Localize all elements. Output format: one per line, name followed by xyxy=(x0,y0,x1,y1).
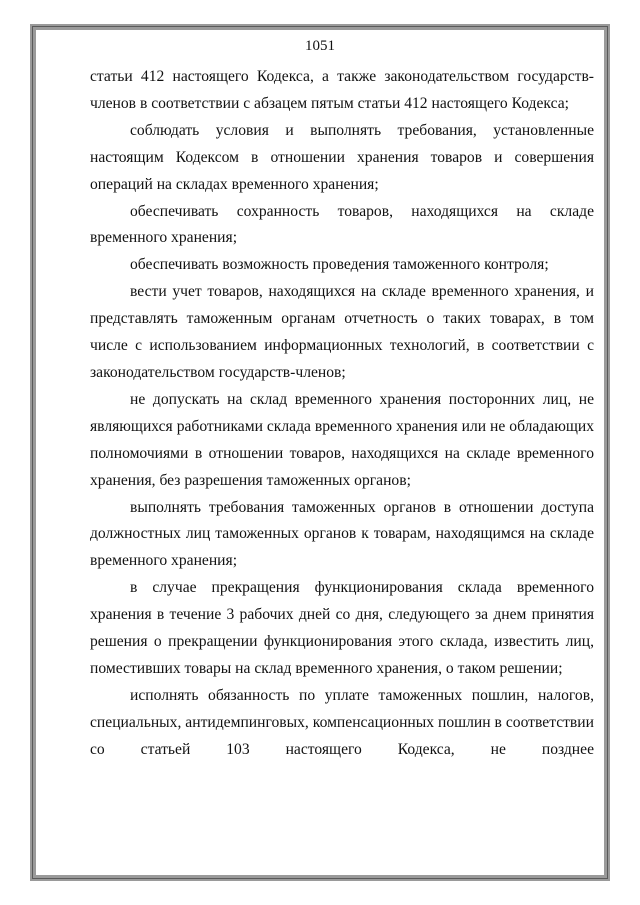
paragraph: обеспечивать возможность проведения таможенного контроля; xyxy=(130,256,549,274)
paragraph: не допускать на склад временного хранения посторонних лиц, не являющихся работниками склада временного хранения или не обладающих полномочиями в отношении товаров, находящихся на складе временного хранения, без разрешения таможенных органов; xyxy=(90,390,594,489)
paragraph: исполнять обязанность по уплате таможенных пошлин, налогов, специальных, антидемпинговых, компенсационных пошлин в соответствии со статьей 103 настоящего Кодекса, не позднее xyxy=(90,686,594,758)
paragraph: обеспечивать сохранность товаров, находящихся на складе временного хранения; xyxy=(90,202,594,247)
paragraph: выполнять требования таможенных органов в отношении доступа должностных лиц таможенных органов к товарам, находящимся на складе временного хранения; xyxy=(90,498,594,570)
document-body xyxy=(90,64,594,764)
paragraph: вести учет товаров, находящихся на складе временного хранения, и представлять таможенным органам отчетность о таких товарах, в том числе с использованием информационных технологий, в соответствии с законодательством государств-членов; xyxy=(90,283,594,381)
page-number: 1051 xyxy=(305,38,335,54)
paragraph: соблюдать условия и выполнять требования, установленные настоящим Кодексом в отношении хранения товаров и совершения операций на складах временного хранения; xyxy=(90,121,594,193)
paragraph: в случае прекращения функционирования склада временного хранения в течение 3 рабочих дней со дня, следующего за днем принятия решения о прекращении функционирования этого склада, известить лиц, поместивших товары на склад временного хранения, о таком решении; xyxy=(90,579,594,677)
paragraph: статьи 412 настоящего Кодекса, а также законодательством государств-членов в соответствии с абзацем пятым статьи 412 настоящего Кодекса; xyxy=(90,68,594,112)
